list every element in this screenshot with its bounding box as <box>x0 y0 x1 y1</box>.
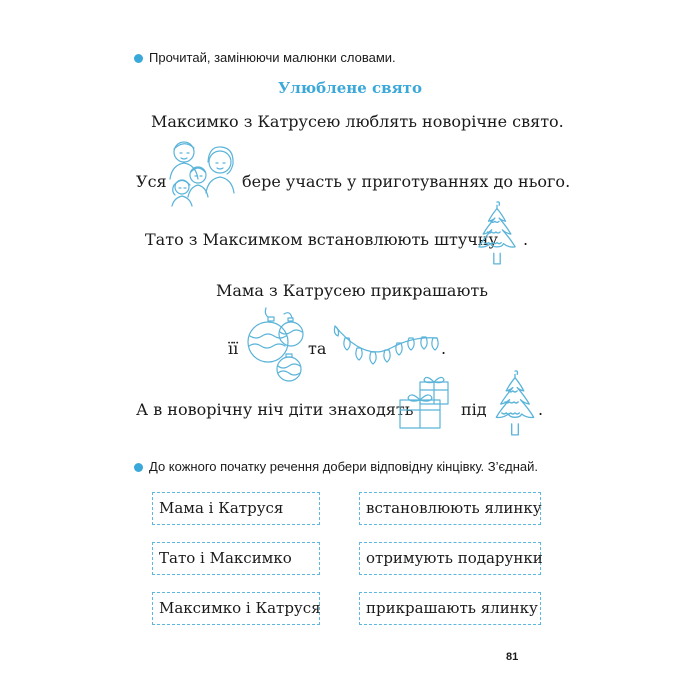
baubles-picture <box>244 306 306 384</box>
task1-instruction: Прочитай, замінюючи малюнки словами. <box>149 50 396 65</box>
story-line-2-end: бере участь у приготуваннях до нього. <box>242 172 571 191</box>
story-line-3-period: . <box>523 230 529 249</box>
family-picture <box>162 135 240 207</box>
sentence-start-1[interactable]: Мама і Катруся <box>152 492 320 525</box>
sentence-start-3[interactable]: Максимко і Катруся <box>152 592 320 625</box>
story-line-6-middle: під <box>461 400 487 419</box>
story-title: Улюблене свято <box>278 79 422 97</box>
story-line-2-start: Уся <box>136 172 167 191</box>
story-line-6-start: А в новорічну ніч діти знаходять <box>136 400 414 419</box>
story-line-1: Максимко з Катрусею люблять новорічне свято. <box>151 112 564 131</box>
story-line-5-middle: та <box>308 339 327 358</box>
story-line-6-period: . <box>538 400 544 419</box>
story-line-4: Мама з Катрусею прикрашають <box>216 281 488 300</box>
sentence-end-1[interactable]: встановлюють ялинку <box>359 492 541 525</box>
gift-boxes-picture <box>398 372 458 430</box>
bullet-marker <box>134 463 143 472</box>
task2-instruction: До кожного початку речення добери відповідну кінцівку. З’єднай. <box>149 459 539 474</box>
story-line-5-period: . <box>441 339 447 358</box>
story-line-5-start: її <box>228 339 239 358</box>
sentence-end-2[interactable]: отримують подарунки <box>359 542 541 575</box>
sentence-end-3[interactable]: прикрашають ялинку <box>359 592 541 625</box>
story-line-3: Тато з Максимком встановлюють штучну <box>145 230 498 249</box>
page-number: 81 <box>506 651 519 663</box>
christmas-tree-picture-2 <box>493 368 537 438</box>
sentence-start-2[interactable]: Тато і Максимко <box>152 542 320 575</box>
garland-picture <box>331 318 441 368</box>
bullet-marker <box>134 54 143 63</box>
christmas-tree-picture <box>475 200 519 266</box>
